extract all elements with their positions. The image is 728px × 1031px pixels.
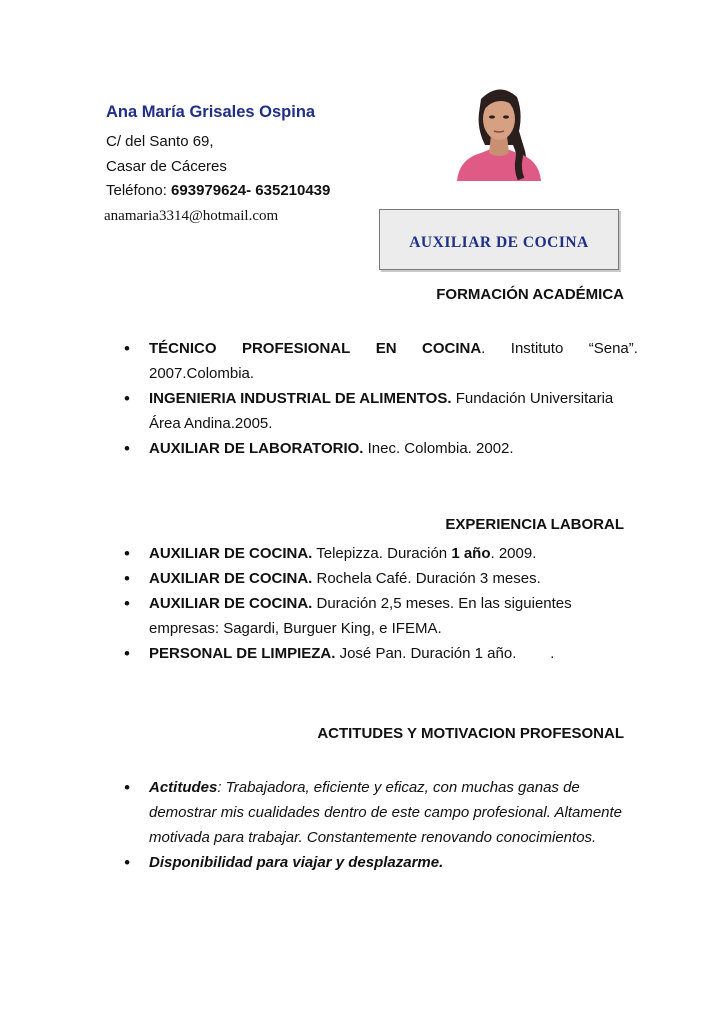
section-heading-experiencia: EXPERIENCIA LABORAL: [445, 516, 624, 533]
list-item: • INGENIERIA INDUSTRIAL DE ALIMENTOS. Fundación Universitaria Área Andina.2005.: [108, 386, 638, 436]
profile-photo: [455, 79, 543, 181]
actitudes-list: [108, 775, 638, 875]
formacion-list: [108, 336, 638, 461]
experiencia-list: [108, 541, 638, 666]
phone-label: Teléfono:: [106, 182, 172, 199]
formacion-item-1-line-2: 2007.Colombia.: [149, 365, 255, 382]
phone-numbers: 693979624- 635210439: [171, 182, 331, 199]
list-item: • AUXILIAR DE COCINA. Telepizza. Duración 1 año. 2009.: [108, 541, 638, 566]
list-item: • AUXILIAR DE LABORATORIO. Inec. Colombia. 2002.: [108, 436, 638, 461]
candidate-name: Ana María Grisales Ospina: [106, 103, 316, 121]
job-title-box: [379, 209, 619, 270]
list-item: • AUXILIAR DE COCINA. Rochela Café. Duración 3 meses.: [108, 566, 638, 591]
address-line-2: Casar de Cáceres: [106, 158, 227, 175]
address-line-1: C/ del Santo 69,: [106, 133, 214, 150]
list-item: • Disponibilidad para viajar y desplazarme.: [108, 850, 638, 875]
list-item: • Actitudes: Trabajadora, eficiente y eficaz, con muchas ganas de demostrar mis cualidades dentro de este campo profesional. Altamente motivada para trabajar. Constantemente renovando conocimientos.: [108, 775, 638, 850]
section-heading-actitudes: ACTITUDES Y MOTIVACION PROFESONAL: [317, 725, 624, 742]
job-title: AUXILIAR DE COCINA: [409, 234, 589, 251]
email: anamaria3314@hotmail.com: [104, 208, 279, 224]
portrait-illustration: [455, 79, 543, 181]
phone-line: [106, 182, 330, 199]
list-item: • PERSONAL DE LIMPIEZA. José Pan. Duración 1 año. .: [108, 641, 638, 666]
list-item: [108, 336, 638, 386]
list-item: • AUXILIAR DE COCINA. Duración 2,5 meses. En las siguientes empresas: Sagardi, Burguer King, e IFEMA.: [108, 591, 638, 641]
formacion-item-1-line-1: • TÉCNICO PROFESIONAL EN COCINA. Instituto “Sena”.: [149, 340, 638, 357]
section-heading-formacion: FORMACIÓN ACADÉMICA: [436, 286, 624, 303]
